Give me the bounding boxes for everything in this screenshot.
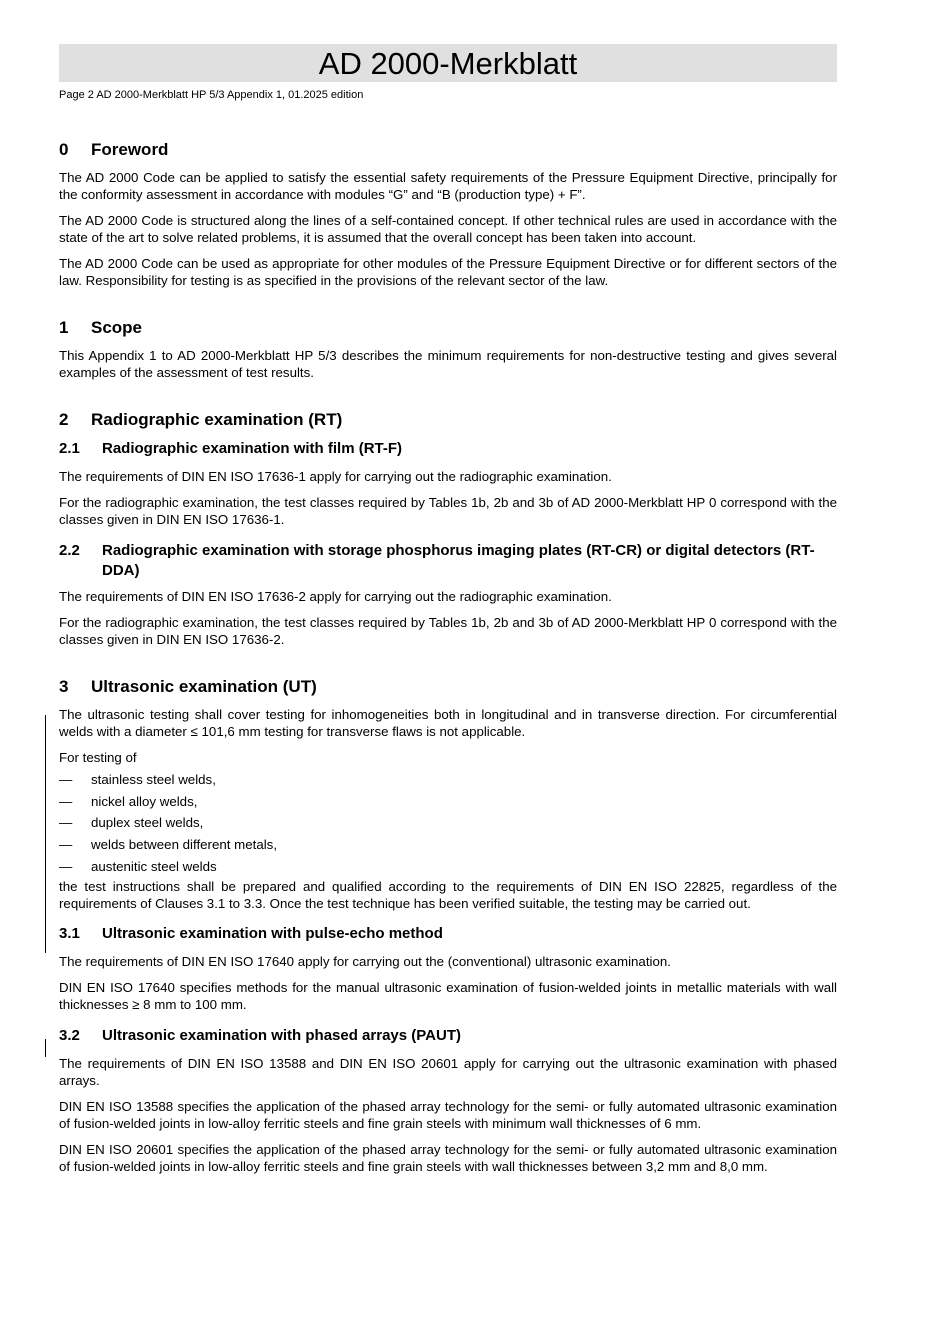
paragraph: For the radiographic examination, the test classes required by Tables 1b, 2b and 3b of AD 2000-Merkblatt HP 0 correspond with the classes given in DIN EN ISO 17636-1.: [59, 495, 837, 527]
dash-marker: —: [59, 793, 73, 809]
list-item-text: stainless steel welds,: [91, 772, 216, 787]
section-heading-foreword: [59, 140, 837, 160]
subsection-title: Radiographic examination with film (RT-F): [102, 440, 403, 457]
section-number: 1: [59, 318, 69, 337]
list-item: [59, 771, 837, 788]
change-bar: [45, 1039, 46, 1057]
subsection-heading-3-2: [59, 1026, 837, 1046]
subsection-heading-2-1: [59, 439, 837, 459]
section-title: Ultrasonic examination (UT): [91, 677, 317, 696]
paragraph: The AD 2000 Code can be applied to satisfy the essential safety requirements of the Pressure Equipment Directive, principally for the conformity assessment in accordance with modules “G” and “B (production type) + F”.: [59, 170, 837, 202]
paragraph: The AD 2000 Code can be used as appropriate for other modules of the Pressure Equipment Directive or for different sectors of the law. Responsibility for testing is as specified in the provisions of the relevant sector of the law.: [59, 256, 837, 288]
section-title: Foreword: [91, 140, 169, 159]
section-title: Scope: [91, 318, 143, 337]
paragraph: For the radiographic examination, the test classes required by Tables 1b, 2b and 3b of AD 2000-Merkblatt HP 0 correspond with the classes given in DIN EN ISO 17636-2.: [59, 615, 837, 647]
document-title: AD 2000-Merkblatt: [59, 44, 837, 82]
list-item: [59, 793, 837, 810]
list-item-text: nickel alloy welds,: [91, 793, 198, 809]
paragraph: The requirements of DIN EN ISO 17636-1 apply for carrying out the radiographic examination.: [59, 469, 612, 484]
subsection-number: 2.1: [59, 440, 80, 457]
paragraph: The AD 2000 Code is structured along the lines of a self-contained concept. If other technical rules are used in accordance with the state of the art to solve related problems, it is assumed that the overall concept has been taken into account.: [59, 213, 837, 245]
list-item-text: austenitic steel welds: [91, 858, 217, 874]
section-number: 3: [59, 677, 69, 696]
paragraph: DIN EN ISO 20601 specifies the application of the phased array technology for the semi- or fully automated ultrasonic examination of fusion-welded joints in low-alloy ferritic steels and fine grain steels with wall thicknesses between 3,2 mm and 8,0 mm.: [59, 1142, 837, 1175]
subsection-title: Radiographic examination with storage phosphorus imaging plates (RT-CR) or digital detectors (RT-DDA): [102, 542, 815, 579]
list-item-text: duplex steel welds,: [91, 815, 204, 831]
paragraph: The requirements of DIN EN ISO 17640 apply for carrying out the (conventional) ultrasonic examination.: [59, 954, 671, 970]
document-page: [59, 44, 837, 1175]
list-item: [59, 858, 837, 875]
test-material-list: [59, 771, 837, 875]
list-item: [59, 814, 837, 831]
ultrasonic-section-body: [59, 706, 837, 1175]
paragraph: DIN EN ISO 13588 specifies the application of the phased array technology for the semi- or fully automated ultrasonic examination of fusion-welded joints in low-alloy ferritic steels and fine grain steels with minimum wall thicknesses of 6 mm.: [59, 1099, 837, 1132]
paragraph: The requirements of DIN EN ISO 17636-2 apply for carrying out the radiographic examination.: [59, 589, 612, 604]
section-heading-radiographic: [59, 410, 837, 430]
dash-marker: —: [59, 772, 73, 787]
section-heading-ultrasonic: [59, 677, 837, 697]
section-title: Radiographic examination (RT): [91, 410, 343, 429]
paragraph: The requirements of DIN EN ISO 13588 and DIN EN ISO 20601 apply for carrying out the ultrasonic examination with phased arrays.: [59, 1056, 837, 1089]
dash-marker: —: [59, 837, 73, 853]
paragraph: the test instructions shall be prepared and qualified according to the requirements of DIN EN ISO 22825, regardless of the requirements of Clauses 3.1 to 3.3. Once the test technique has been verified suitable, the testing may be carried out.: [59, 879, 837, 912]
page-reference: Page 2 AD 2000-Merkblatt HP 5/3 Appendix 1, 01.2025 edition: [59, 89, 364, 101]
subsection-heading-3-1: [59, 924, 837, 944]
dash-marker: —: [59, 858, 73, 874]
paragraph: This Appendix 1 to AD 2000-Merkblatt HP 5/3 describes the minimum requirements for non-destructive testing and gives several examples of the assessment of test results.: [59, 348, 837, 380]
list-item-text: welds between different metals,: [91, 837, 278, 853]
change-bar: [45, 715, 46, 953]
subsection-title: Ultrasonic examination with phased arrays (PAUT): [102, 1027, 461, 1045]
subsection-number: 2.2: [59, 542, 80, 559]
section-heading-scope: [59, 318, 837, 338]
list-item: [59, 836, 837, 853]
subsection-number: 3.2: [59, 1027, 80, 1045]
paragraph: For testing of: [59, 750, 137, 765]
subsection-title: Ultrasonic examination with pulse-echo method: [102, 925, 443, 943]
subsection-heading-2-2: [59, 541, 837, 581]
section-number: 0: [59, 140, 69, 159]
dash-marker: —: [59, 815, 73, 831]
section-number: 2: [59, 410, 69, 429]
subsection-number: 3.1: [59, 925, 80, 943]
paragraph: The ultrasonic testing shall cover testing for inhomogeneities both in longitudinal and in transverse direction. For circumferential welds with a diameter ≤ 101,6 mm testing for transverse flaws is not applicable.: [59, 707, 837, 739]
paragraph: DIN EN ISO 17640 specifies methods for the manual ultrasonic examination of fusion-welded joints in metallic materials with wall thicknesses ≥ 8 mm to 100 mm.: [59, 980, 837, 1013]
